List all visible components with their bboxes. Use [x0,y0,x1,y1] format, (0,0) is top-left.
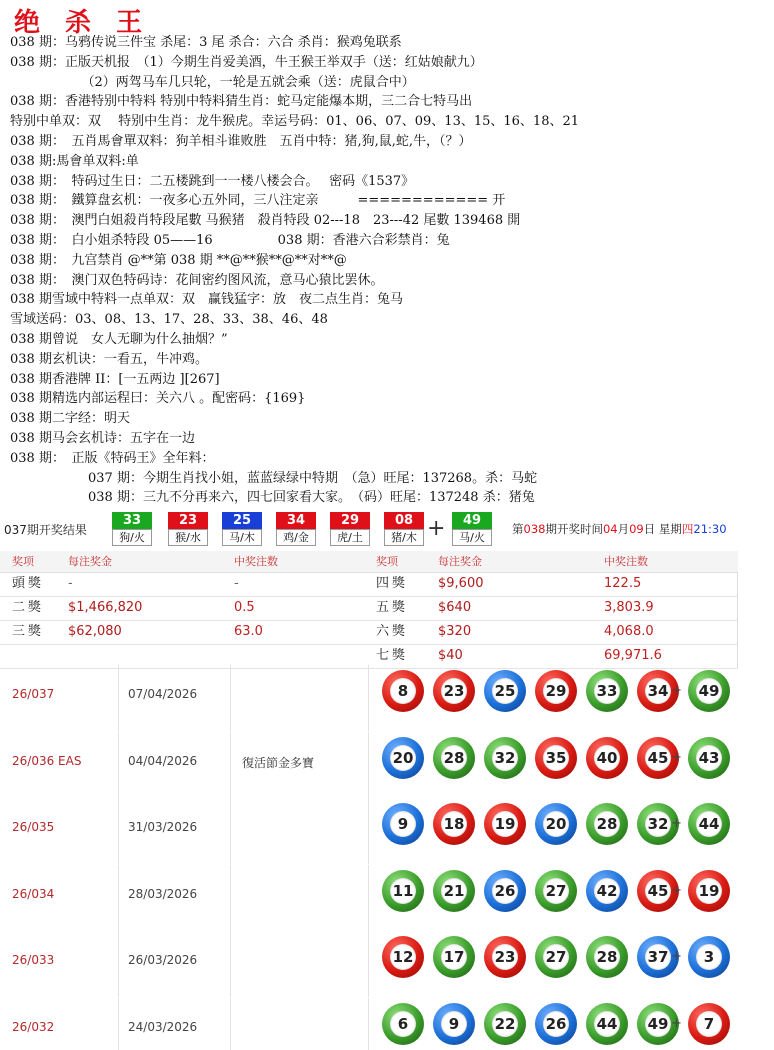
lottery-ball [484,1003,526,1045]
draw-period: 26/035 [12,820,55,834]
ball-number: 8 [390,678,416,704]
ball-number: 9 [390,811,416,837]
ball-number: 49 [696,678,722,704]
prize-bets: 122.5 [604,576,642,591]
prize-money: $62,080 [68,624,122,639]
plus-sign: + [671,1015,682,1031]
lottery-ball [535,870,577,912]
header-prize: 奖项 [12,555,34,568]
lottery-ball [586,737,628,779]
ball-number: 23 [492,944,518,970]
info-period: 038 [523,522,546,536]
prize-bets: 3,803.9 [604,600,654,615]
ball-number: 28 [594,811,620,837]
draw-note: 復活節金多寶 [242,755,315,770]
plus-sign: + [671,816,682,831]
prediction-line: 特别中单双：双 特别中生肖：龙牛猴虎。幸运号码：01、06、07、09、13、15、16、18、21 [10,114,580,130]
ball-number: 25 [222,512,262,529]
info-month-unit: 月 [617,522,630,536]
lottery-ball [433,737,475,779]
prize-money: $40 [438,648,463,663]
info-day: 09 [629,522,644,536]
ball-zodiac: 马/火 [452,529,492,546]
prediction-line: 038 期： 五肖馬會單双料：狗羊相斗谁败胜 五肖中特：猪,狗,鼠,蛇,牛，（？） [10,133,472,149]
special-ball [688,1003,730,1045]
ball-number: 12 [390,944,416,970]
lottery-ball [535,1003,577,1045]
result-ball [276,512,316,546]
prediction-line: 038 期香港牌 II：[一五两边 ][267] [10,371,220,387]
prediction-line: 038 期： 正版《特码王》全年料： [10,450,215,466]
prediction-line: 038 期： 澳门双色特码诗：花间密约图风流，意马心猿比罢休。 [10,272,384,288]
info-mid: 期开奖时间 [545,522,603,536]
lottery-ball [586,803,628,845]
lottery-ball [484,737,526,779]
plus-sign: + [671,749,682,765]
result-ball [330,512,370,546]
prize-money: $9,600 [438,576,484,591]
prize-money: $320 [438,624,472,639]
prediction-line: 038 期： 特码过生日：二五楼跳到一一楼八楼会合。 密码《1537》 [10,173,415,189]
draw-date: 04/04/2026 [128,753,198,768]
lottery-ball [586,670,628,712]
ball-number: 19 [492,811,518,837]
prediction-line: 038 期： 白小姐杀特段 05——16 038 期：香港六合彩禁肖：兔 [10,232,450,248]
lottery-ball [484,870,526,912]
draw-period: 26/032 [12,1019,55,1034]
ball-number: 23 [441,678,467,704]
ball-number: 11 [390,878,416,904]
result-ball [384,512,424,546]
special-ball [688,936,730,978]
info-day-unit: 日 星期 [643,522,682,536]
special-ball [688,670,730,712]
draw-row [0,732,774,798]
info-prefix: 第 [512,522,524,536]
prediction-line: （2）两驾马车几只轮，一轮是五就会乘（送：虎鼠合中） [10,74,415,90]
prediction-text-block [10,33,770,508]
header-money-right: 每注奖金 [438,555,482,568]
next-draw-info [512,521,727,537]
ball-number: 49 [645,1011,671,1037]
plus-sign: + [427,516,446,541]
ball-number: 22 [492,1011,518,1037]
prize-bets: 4,068.0 [604,624,654,639]
header-prize-right: 奖项 [376,555,398,568]
ball-number: 45 [645,878,671,904]
special-ball [688,870,730,912]
ball-number: 40 [594,745,620,771]
ball-zodiac: 鸡/金 [276,529,316,546]
prediction-line: 038 期：三九不分再来六，四七回家看大家。 （码）旺尾：137248 杀：猪兔 [10,490,535,506]
draw-date: 28/03/2026 [128,886,198,901]
prediction-line: 038 期精选内部运程曰：关六八 。配密码：{169} [10,391,306,407]
ball-zodiac: 猪/木 [384,529,424,546]
lottery-ball [535,936,577,978]
draw-period: 26/034 [12,886,55,901]
page-title: 绝 杀 王 [14,8,151,38]
lottery-ball [433,870,475,912]
ball-number: 19 [696,878,722,904]
lottery-ball [382,737,424,779]
prize-table-header [0,551,738,573]
info-time: 21:30 [693,522,727,536]
lottery-ball [433,803,475,845]
ball-number: 34 [645,678,671,704]
draw-row [0,998,774,1050]
draw-date: 31/03/2026 [128,820,198,834]
draw-period: 26/036 EAS [12,753,82,768]
ball-number: 33 [112,512,152,529]
header-money: 每注奖金 [68,555,112,568]
prize-bets: - [234,576,239,591]
prize-table [0,551,738,669]
draw-date: 07/04/2026 [128,687,198,701]
ball-number: 26 [543,1011,569,1037]
ball-number: 29 [330,512,370,529]
result-ball [112,512,152,546]
lottery-ball [382,803,424,845]
ball-number: 23 [168,512,208,529]
ball-number: 3 [696,944,722,970]
prediction-line: 038 期：香港特别中特料 特别中特料猜生肖：蛇马定能爆本期，三二合七特马出 [10,94,473,110]
prediction-line: 038 期马会玄机诗：五字在一边 [10,430,195,446]
prize-name: 五獎 [376,600,409,615]
ball-number: 37 [645,944,671,970]
lottery-ball [484,803,526,845]
prize-bets: 69,971.6 [604,648,662,663]
lottery-ball [535,670,577,712]
prediction-line: 038 期：乌鸦传说三件宝 杀尾：3 尾 杀合：六合 杀肖：猴鸡兔联系 [10,35,402,50]
lottery-ball [433,670,475,712]
result-ball [168,512,208,546]
plus-sign: + [671,949,682,964]
last-draw-result-bar [0,510,774,550]
draw-period: 26/033 [12,953,55,967]
lottery-ball [586,1003,628,1045]
ball-number: 20 [390,745,416,771]
prize-row [0,621,738,645]
header-bets: 中奖注数 [234,555,278,568]
ball-number: 34 [276,512,316,529]
prediction-line: 038 期： 鐵算盘玄机：一夜多心五外同，三八注定亲 ============ 开 [10,193,506,209]
prize-name: 四獎 [376,576,409,591]
lottery-ball [484,936,526,978]
lottery-ball [382,936,424,978]
lottery-ball [382,1003,424,1045]
prize-name: 二獎 [12,600,45,615]
ball-number: 27 [543,878,569,904]
draw-date: 26/03/2026 [128,953,198,967]
ball-number: 28 [441,745,467,771]
result-bar-label: 037期开奖结果 [4,523,87,537]
prediction-line: 038 期二字经：明天 [10,411,130,427]
prize-money: - [68,576,73,591]
ball-number: 28 [594,944,620,970]
recent-draws-list [0,665,774,1050]
lottery-ball [433,1003,475,1045]
info-month: 04 [602,522,618,536]
prediction-line: 038 期：正版天机报 （1）今期生肖爱美酒，牛王猴王举双手（送：红姑娘献九） [10,54,483,70]
prize-row [0,597,738,621]
ball-number: 32 [645,811,671,837]
prize-money: $1,466,820 [68,600,143,615]
ball-number: 29 [543,678,569,704]
prediction-line: 038 期： 九宫禁肖 @**第 038 期 **@**猴**@**对**@ [10,252,347,268]
ball-zodiac: 狗/火 [112,529,152,546]
plus-sign: + [671,683,682,698]
ball-zodiac: 猴/水 [168,529,208,546]
ball-number: 44 [594,1011,620,1037]
ball-number: 08 [384,512,424,529]
lottery-ball [484,670,526,712]
prize-name: 六獎 [376,624,409,639]
prediction-line: 038 期:馬會单双料:单 [10,153,139,169]
ball-number: 35 [543,745,569,771]
ball-number: 25 [492,678,518,704]
prediction-line: 038 期雪域中特料一点单双：双 赢钱猛字：放 夜二点生肖：兔马 [10,292,403,308]
special-ball [688,737,730,779]
result-ball [222,512,262,546]
prediction-line: 038 期曾说 女人无聊为什么抽烟？” [10,331,228,347]
ball-number: 33 [594,678,620,704]
draw-row [0,931,774,997]
ball-number: 49 [452,512,492,529]
prize-bets: 63.0 [234,624,263,639]
special-result-ball [452,512,492,546]
prize-name: 三獎 [12,624,45,639]
ball-number: 32 [492,745,518,771]
ball-number: 27 [543,944,569,970]
draw-period: 26/037 [12,687,55,701]
prize-row [0,573,738,597]
prediction-line: 038 期： 澳門白姐殺肖特段尾數 马猴猪 殺肖特段 02---18 23---42 尾數 139468 開 [10,213,521,229]
ball-number: 9 [441,1011,467,1037]
prize-bets: 0.5 [234,600,255,615]
lottery-ball [586,870,628,912]
draw-row [0,665,774,731]
ball-number: 20 [543,811,569,837]
lottery-ball [433,936,475,978]
prediction-line: 雪域送码：03、08、13、17、28、33、38、46、48 [10,312,328,328]
lottery-ball [382,870,424,912]
lottery-ball [382,670,424,712]
draw-row [0,798,774,864]
ball-number: 6 [390,1011,416,1037]
draw-date: 24/03/2026 [128,1019,198,1034]
lottery-ball [535,737,577,779]
prediction-line: 037 期：今期生肖找小姐，蓝蓝绿绿中特期 （急）旺尾：137268。杀：马蛇 [10,470,538,486]
draw-row [0,865,774,931]
lottery-ball [535,803,577,845]
ball-number: 26 [492,878,518,904]
ball-zodiac: 马/木 [222,529,262,546]
plus-sign: + [671,882,682,898]
prize-money: $640 [438,600,472,615]
ball-number: 7 [696,1011,722,1037]
prize-name: 七獎 [376,648,409,663]
ball-number: 45 [645,745,671,771]
special-ball [688,803,730,845]
prediction-line: 038 期玄机诀：一看五，牛冲鸡。 [10,351,208,367]
prize-name: 頭獎 [12,576,45,591]
ball-number: 44 [696,811,722,837]
lottery-ball [586,936,628,978]
ball-zodiac: 虎/土 [330,529,370,546]
ball-number: 42 [594,878,620,904]
info-weekday: 四 [681,522,694,536]
ball-number: 43 [696,745,722,771]
header-bets-right: 中奖注数 [604,555,648,568]
ball-number: 17 [441,944,467,970]
ball-number: 18 [441,811,467,837]
ball-number: 21 [441,878,467,904]
